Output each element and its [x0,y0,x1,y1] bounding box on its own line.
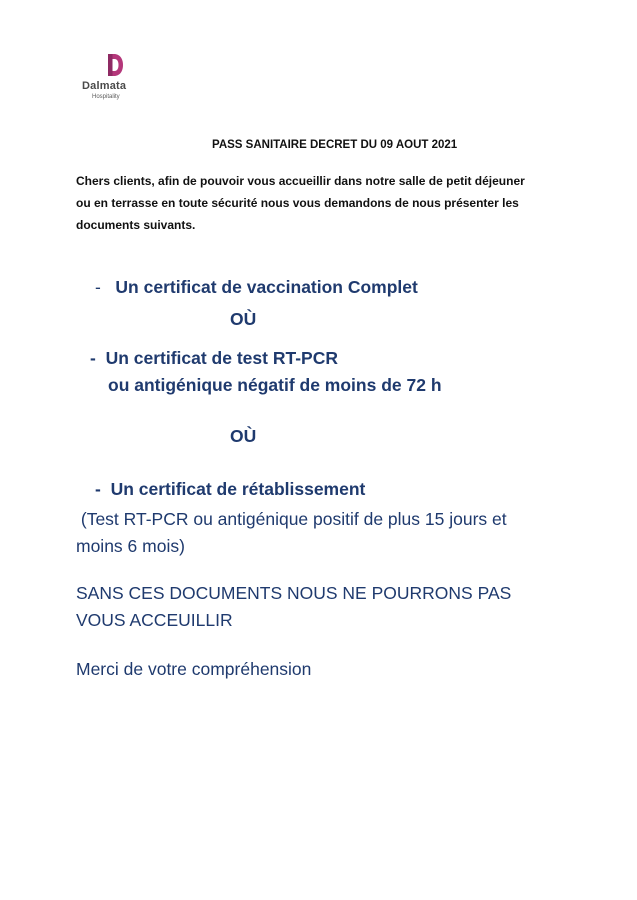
requirement-vaccination [95,277,418,298]
or-separator: OÙ [230,426,257,446]
intro-line: Chers clients, afin de pouvoir vous accueillir dans notre salle de petit déjeuner [76,174,525,188]
intro-line: documents suivants. [76,218,196,232]
thanks-line: Merci de votre compréhension [76,659,312,679]
or-separator: OÙ [230,309,257,329]
requirement-test [90,348,338,369]
dalmata-d-icon [105,52,125,78]
requirement-text: Un certificat de rétablissement [110,479,366,499]
logo-subtitle: Hospitality [92,94,120,100]
requirement-text: Un certificat de vaccination Complet [115,277,418,297]
logo-brand-name: Dalmata [82,80,127,92]
brand-logo [82,50,152,106]
detail-line: moins 6 mois) [76,536,185,556]
list-dash: - [95,277,101,297]
intro-paragraph [76,170,566,236]
document-title: PASS SANITAIRE DECRET DU 09 AOUT 2021 [212,139,458,151]
requirement-text: Un certificat de test RT-PCR [105,348,338,368]
warning-line: SANS CES DOCUMENTS NOUS NE POURRONS PAS [76,583,512,603]
requirement-recovery [95,479,365,500]
detail-line: (Test RT-PCR ou antigénique positif de plus 15 jours et [76,509,507,529]
warning-line: VOUS ACCEUILLIR [76,610,233,630]
list-dash: - [95,479,101,499]
list-dash: - [90,348,96,368]
recovery-detail [76,506,576,560]
warning-notice [76,580,511,634]
intro-line: ou en terrasse en toute sécurité nous vous demandons de nous présenter les [76,196,519,210]
requirement-text-continued: ou antigénique négatif de moins de 72 h [108,375,442,395]
